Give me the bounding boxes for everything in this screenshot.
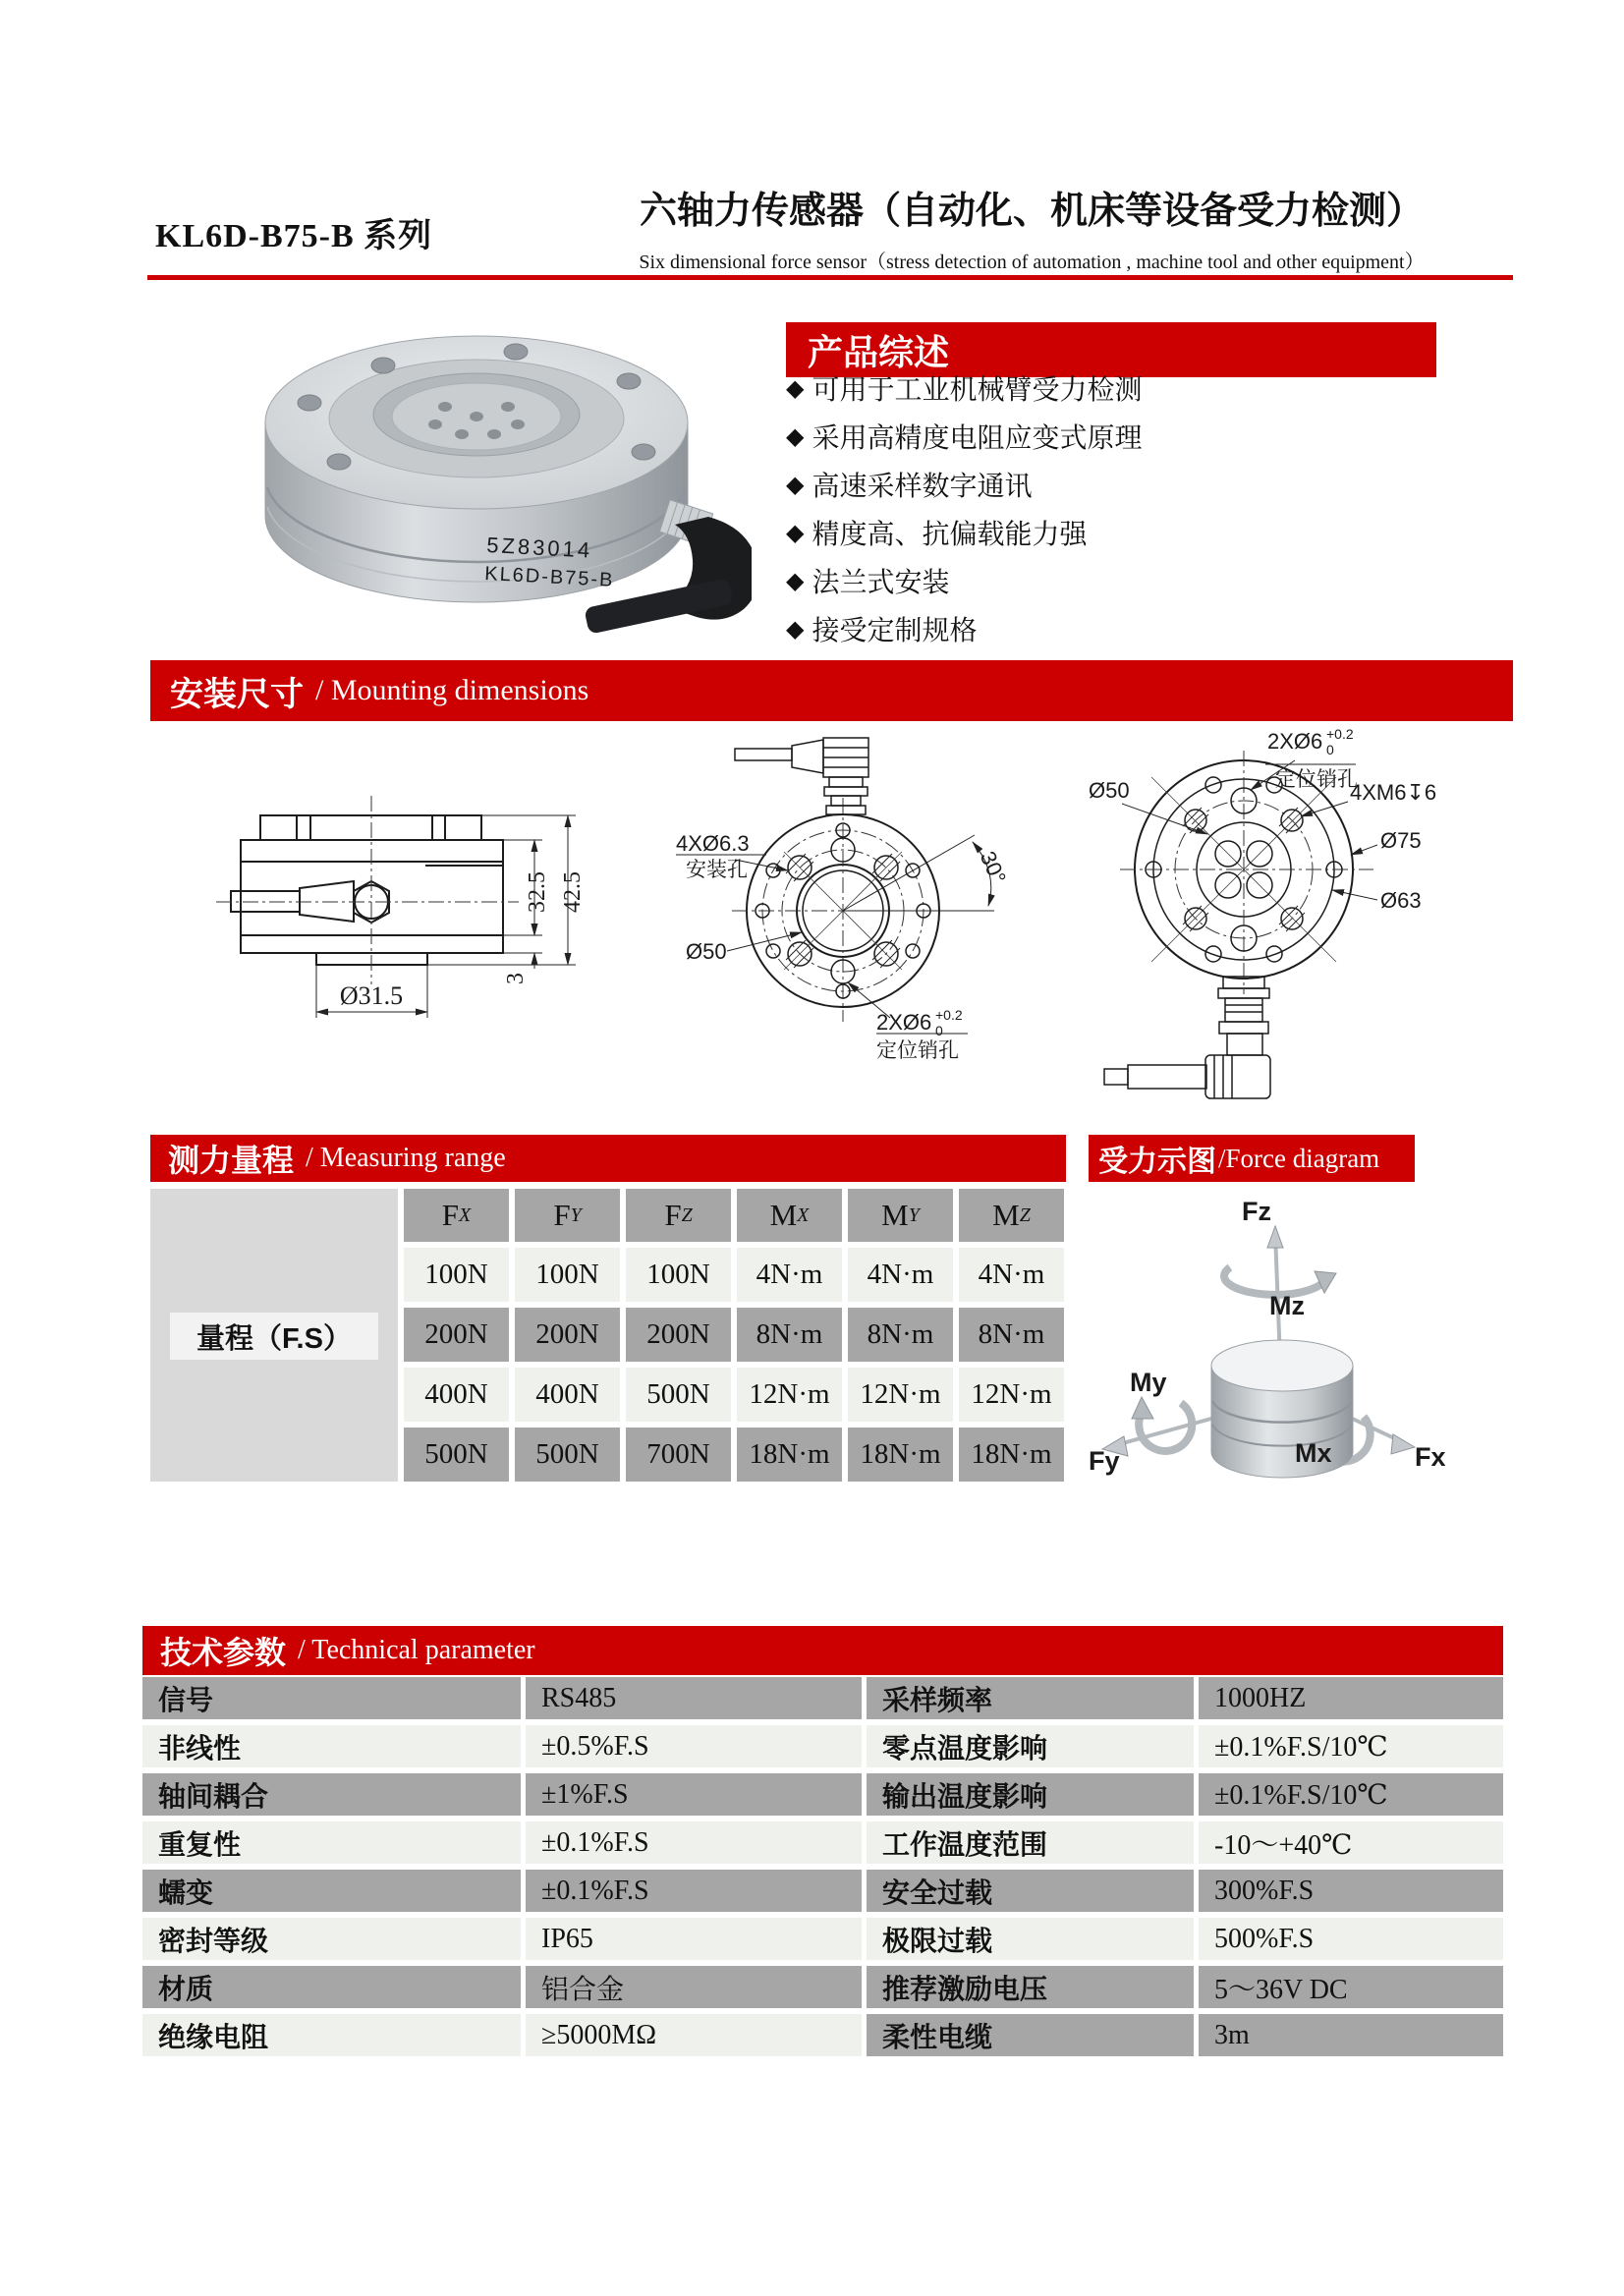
tech-label: 密封等级 (142, 1918, 521, 1960)
tech-value: ±1%F.S (526, 1773, 862, 1816)
bullet-text: 接受定制规格 (812, 615, 978, 646)
axis-label-fy: Fy (1089, 1446, 1120, 1476)
force-diagram (1081, 1189, 1513, 1552)
label-dia50: Ø50 (1089, 778, 1130, 803)
range-cell: 200N (626, 1308, 731, 1362)
force-heading-cn: 受力示图 (1098, 1146, 1216, 1178)
tech-label: 轴间耦合 (142, 1773, 521, 1816)
col-header-fz: F Z (626, 1189, 731, 1242)
label-pin-holes: 2XØ6 (876, 1010, 932, 1035)
range-cell: 8N·m (737, 1308, 842, 1362)
tech-value: RS485 (526, 1677, 862, 1719)
axis-label-my: My (1130, 1368, 1167, 1397)
range-cell: 4N·m (737, 1248, 842, 1302)
tech-label: 蠕变 (142, 1870, 521, 1912)
range-cell: 18N·m (959, 1428, 1064, 1482)
tech-value: 500%F.S (1199, 1918, 1503, 1960)
diamond-icon: ◆ (786, 421, 805, 450)
diamond-icon: ◆ (786, 614, 805, 643)
range-cell: 4N·m (959, 1248, 1064, 1302)
force-diagram-banner (1089, 1135, 1415, 1182)
overview-bullet (786, 604, 977, 652)
range-cell: 700N (626, 1428, 731, 1482)
tech-label: 非线性 (142, 1725, 521, 1767)
overview-heading: 产品综述 (808, 331, 950, 372)
tech-label: 输出温度影响 (867, 1773, 1194, 1816)
diamond-icon: ◆ (786, 566, 805, 594)
label-pin-holes: 2XØ6 (1267, 729, 1323, 754)
range-cell: 100N (515, 1248, 620, 1302)
measuring-heading-en: / Measuring range (306, 1143, 506, 1173)
dim-step: 3 (503, 973, 529, 984)
front-connector (735, 738, 868, 814)
label-mount-holes-name: 安装孔 (686, 859, 748, 881)
tech-value: ±0.1%F.S/10℃ (1199, 1773, 1503, 1816)
tech-label: 绝缘电阻 (142, 2014, 521, 2056)
range-cell: 100N (626, 1248, 731, 1302)
bullet-text: 高速采样数字通讯 (812, 471, 1033, 502)
tech-heading-en: / Technical parameter (298, 1635, 535, 1665)
tech-label: 工作温度范围 (867, 1821, 1194, 1864)
mounting-heading-cn: 安装尺寸 (170, 675, 304, 713)
range-cell: 12N·m (848, 1368, 953, 1422)
tech-label: 材质 (142, 1966, 521, 2008)
tech-label: 推荐激励电压 (867, 1966, 1194, 2008)
bullet-text: 采用高精度电阻应变式原理 (812, 422, 1143, 454)
range-cell: 18N·m (848, 1428, 953, 1482)
label-pin-tol-sub: 0 (1326, 742, 1334, 757)
tech-value: 3m (1199, 2014, 1503, 2056)
tech-value: ±0.5%F.S (526, 1725, 862, 1767)
tech-value: 铝合金 (526, 1966, 862, 2008)
range-cell: 12N·m (959, 1368, 1064, 1422)
label-mount-holes: 4XØ6.3 (676, 831, 750, 856)
range-cell: 500N (515, 1428, 620, 1482)
tech-label: 采样频率 (867, 1677, 1194, 1719)
overview-bullet (786, 364, 1142, 412)
side-view-drawing (147, 776, 639, 1061)
tech-value: 5～36V DC (1199, 1966, 1503, 2008)
tech-label: 安全过载 (867, 1870, 1194, 1912)
overview-bullet (786, 508, 1087, 556)
range-cell: 400N (515, 1368, 620, 1422)
tech-label: 信号 (142, 1677, 521, 1719)
series-title: KL6D-B75-B 系列 (155, 218, 433, 254)
tech-value: 300%F.S (1199, 1870, 1503, 1912)
top-view-drawing (1061, 717, 1513, 1130)
axis-label-mz: Mz (1269, 1291, 1305, 1320)
overview-bullet (786, 556, 949, 604)
label-dia75: Ø75 (1380, 828, 1422, 853)
range-cell: 200N (515, 1308, 620, 1362)
col-header-mz: M Z (959, 1189, 1064, 1242)
front-view-drawing (629, 727, 1041, 1100)
range-cell: 200N (404, 1308, 509, 1362)
bullet-text: 可用于工业机械臂受力检测 (812, 374, 1143, 406)
force-heading-en: /Force diagram (1218, 1143, 1380, 1173)
tech-label: 极限过载 (867, 1918, 1194, 1960)
label-dia50: Ø50 (686, 939, 727, 964)
page-subtitle: Six dimensional force sensor（stress detection of automation , machine tool and other equipment） (639, 252, 1425, 273)
range-cell: 8N·m (848, 1308, 953, 1362)
tech-value: 1000HZ (1199, 1677, 1503, 1719)
range-cell: 100N (404, 1248, 509, 1302)
tech-label: 零点温度影响 (867, 1725, 1194, 1767)
measuring-heading-cn: 测力量程 (168, 1143, 295, 1178)
axis-label-mx: Mx (1295, 1438, 1332, 1468)
top-connector (1104, 977, 1270, 1098)
overview-bullet (786, 460, 1032, 508)
header-divider (147, 275, 1513, 280)
label-pin-tol-sup: +0.2 (1326, 726, 1354, 742)
tech-heading-cn: 技术参数 (160, 1635, 287, 1670)
range-label: 量程（F.S） (170, 1313, 378, 1360)
dim-total-height: 42.5 (560, 871, 586, 913)
mounting-banner (150, 660, 1513, 721)
product-photo (182, 295, 752, 639)
label-thread: 4XM6↧6 (1350, 780, 1437, 805)
label-angle: 30° (975, 847, 1012, 888)
tech-label: 柔性电缆 (867, 2014, 1194, 2056)
col-header-mx: M X (737, 1189, 842, 1242)
label-dia63: Ø63 (1380, 888, 1422, 913)
range-cell: 8N·m (959, 1308, 1064, 1362)
range-cell: 12N·m (737, 1368, 842, 1422)
diamond-icon: ◆ (786, 373, 805, 402)
tech-value: -10～+40℃ (1199, 1821, 1503, 1864)
bullet-text: 法兰式安装 (812, 567, 950, 598)
col-header-fy: F Y (515, 1189, 620, 1242)
label-pin-holes-name: 定位销孔 (876, 1039, 959, 1062)
engraving-serial: 5Z83014 (485, 532, 593, 563)
range-cell: 400N (404, 1368, 509, 1422)
label-pin-tol-sub: 0 (935, 1023, 943, 1038)
label-pin-holes-name: 定位销孔 (1275, 768, 1358, 791)
tech-value: ±0.1%F.S/10℃ (1199, 1725, 1503, 1767)
label-pin-tol-sup: +0.2 (935, 1007, 963, 1023)
dim-boss-dia: Ø31.5 (339, 981, 404, 1010)
page-title: 六轴力传感器（自动化、机床等设备受力检测） (639, 191, 1424, 232)
tech-value: ±0.1%F.S (526, 1870, 862, 1912)
axis-label-fx: Fx (1415, 1442, 1446, 1472)
tech-value: IP65 (526, 1918, 862, 1960)
axis-label-fz: Fz (1242, 1197, 1271, 1226)
diamond-icon: ◆ (786, 518, 805, 546)
tech-banner (142, 1626, 1503, 1675)
range-cell: 18N·m (737, 1428, 842, 1482)
col-header-my: M Y (848, 1189, 953, 1242)
dim-inner-height: 32.5 (525, 871, 550, 913)
range-cell: 500N (404, 1428, 509, 1482)
range-cell: 500N (626, 1368, 731, 1422)
range-cell: 4N·m (848, 1248, 953, 1302)
engraving-model: KL6D-B75-B (483, 563, 615, 591)
col-header-fx: F X (404, 1189, 509, 1242)
tech-label: 重复性 (142, 1821, 521, 1864)
overview-bullet (786, 412, 1142, 460)
diamond-icon: ◆ (786, 470, 805, 498)
tech-value: ≥5000MΩ (526, 2014, 862, 2056)
bullet-text: 精度高、抗偏载能力强 (812, 519, 1088, 550)
mounting-heading-en: / Mounting dimensions (315, 674, 589, 706)
tech-value: ±0.1%F.S (526, 1821, 862, 1864)
measuring-banner (150, 1135, 1066, 1182)
